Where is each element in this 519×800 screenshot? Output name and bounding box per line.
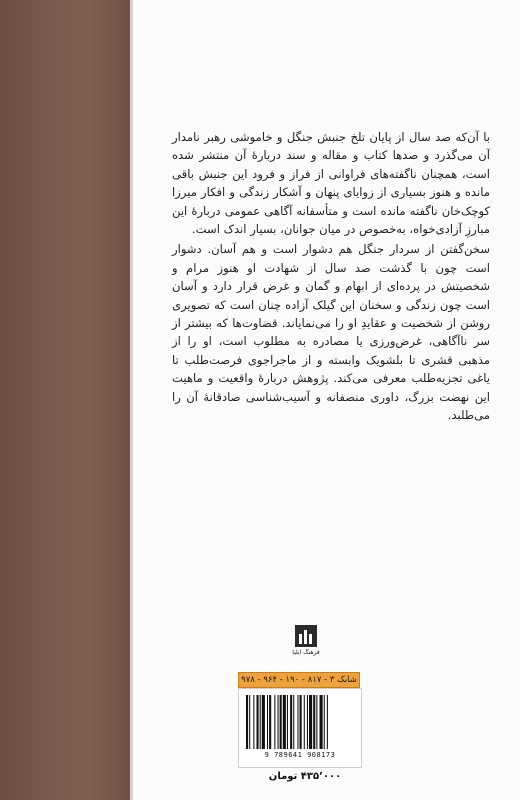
book-spine [0, 0, 130, 800]
barcode [238, 688, 362, 768]
back-cover-blurb [172, 128, 490, 425]
barcode-bars [244, 695, 356, 749]
isbn-label: شابک ۳ - ۸۱۷ - ۱۹۰ - ۹۶۴ - ۹۷۸ [238, 672, 360, 688]
blurb-paragraph-2: سخن‌گفتن از سردار جنگل هم دشوار است و هم آسان. دشوار است چون با گذشت صد سال از شهادت او هنوز مرام و شخصیتش در پرده‌ای از ابهام و گمان و غرض قرار دارد و آسان است چون زندگی و سخنان این گیلک آزاده چنان است که تصویری روشن از شخصیت و عقایدِ او را می‌نمایاند. قضاوت‌ها که بیشتر از سر ناآگاهی، غرض‌ورزی یا مصادره به مطلوب است، او را از مذهبی قشری تا بلشویک وابسته و از ماجراجوی فرصت‌طلب تا یاغی تجزیه‌طلب معرفی می‌کند. پژوهش دربارهٔ واقعیت و ماهیت این نهضت بزرگ، داوری منصفانه و آسیب‌شناسی صادقانهٔ آن را می‌طلبد. [172, 242, 490, 423]
publisher-logo [288, 625, 324, 656]
publisher-name: فرهنگ ایلیا [292, 649, 320, 656]
barcode-number: 9 789641 908173 [264, 751, 336, 759]
publisher-logo-icon [295, 625, 317, 647]
price-label: ۴۳۵٬۰۰۰ تومان [268, 771, 342, 782]
blurb-paragraph-1: با آن‌که صد سال از پایان تلخ جنبش جنگل و خاموشی رهبر نامدار آن می‌گذرد و صدها کتاب و مقاله و سند دربارهٔ آن منتشر شده است، همچنان ناگفته‌های فراوانی از فراز و فرود این جنبش باقی مانده و هنوز بسیاری از زوایای پنهان و آشکار زندگی و افکار میرزا کوچک‌خان ناگفته مانده است و متأسفانه آگاهی عمومی دربارهٔ این مبارزِ آزادی‌خواه، به‌خصوص در میان جوانان، بسیار اندک است. [172, 130, 490, 237]
